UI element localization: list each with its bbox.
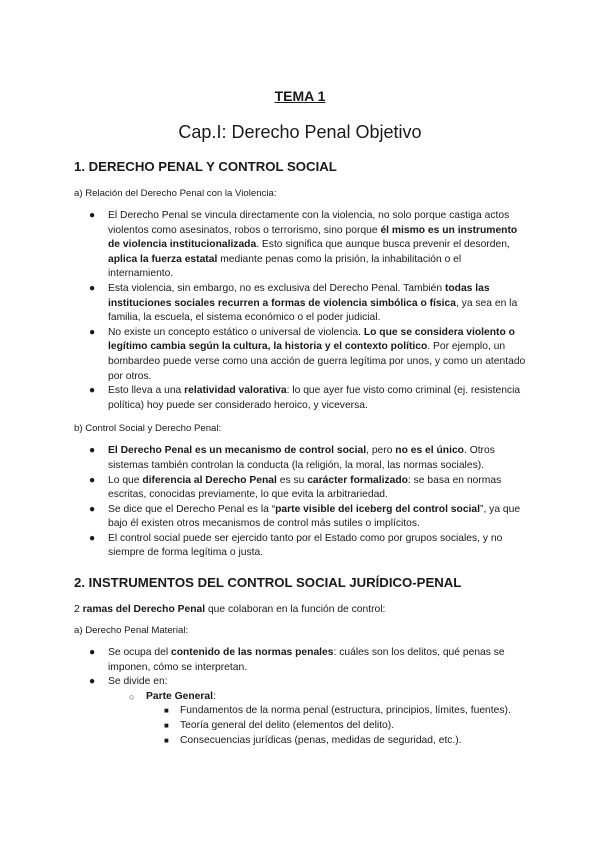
bullet-icon: ●	[89, 474, 96, 486]
section-2-intro: 2 ramas del Derecho Penal que colaboran en la función de control:	[74, 604, 386, 616]
bullet-icon: ●	[89, 503, 96, 515]
section-2-heading: 2. INSTRUMENTOS DEL CONTROL SOCIAL JURÍDICO-PENAL	[74, 575, 462, 591]
document-title: TEMA 1	[274, 88, 326, 104]
list-item: ● El Derecho Penal se vincula directamente con la violencia, no solo porque castiga actos violentos como asesinatos, robos o terrorismo, sino porque él mismo es un instrumento de violencia institucionalizada. Esto significa que aunque busca prevenir el desorden, aplica la fuerza estatal mediante penas como la prisión, la inhabilitación o el internamiento.	[89, 210, 518, 280]
bullet-icon: ●	[89, 445, 96, 457]
list-item: ■ Consecuencias jurídicas (penas, medidas de seguridad, etc.).	[74, 734, 526, 749]
subsection-b-label: b) Control Social y Derecho Penal:	[74, 423, 222, 435]
section-1-heading: 1. DERECHO PENAL Y CONTROL SOCIAL	[74, 159, 337, 174]
list-item: ● Lo que diferencia al Derecho Penal es su carácter formalizado: se basa en normas escritas, conocidas previamente, lo que evita la arbitrariedad.	[89, 474, 502, 501]
subsection-a-label: a) Relación del Derecho Penal con la Violencia:	[74, 188, 277, 199]
bullet-icon: ●	[89, 532, 96, 544]
list-item: ● El Derecho Penal es un mecanismo de control social, pero no es el único. Otros sistemas también controlan la conducta (la religión, la moral, las normas sociales).	[89, 445, 495, 471]
bullet-icon: ●	[89, 326, 96, 338]
violence-bullet-list	[74, 209, 526, 413]
list-item: ■ Fundamentos de la norma penal (estructura, principios, límites, fuentes).	[74, 704, 526, 719]
control-social-bullet-list	[74, 444, 526, 561]
square-bullet-icon: ■	[164, 706, 169, 716]
material-bullet-list	[74, 646, 526, 748]
subsection-material-label: a) Derecho Penal Material:	[74, 625, 189, 637]
list-item: ● Se divide en:	[74, 675, 526, 690]
circle-bullet-icon: ○	[129, 691, 135, 702]
list-item-parte-general: ○ Parte General:	[74, 690, 526, 705]
bullet-icon: ●	[89, 385, 96, 397]
bullet-icon: ●	[89, 282, 96, 294]
list-item: ● El control social puede ser ejercido tanto por el Estado como por grupos sociales, y no siempre de forma legítima o justa.	[89, 532, 503, 559]
list-item: ■ Teoría general del delito (elementos del delito).	[74, 719, 526, 734]
bullet-icon: ●	[89, 647, 96, 659]
list-item: ● Esta violencia, sin embargo, no es exclusiva del Derecho Penal. También todas las instituciones sociales recurren a formas de violencia simbólica o física, ya sea en la familia, la escuela, el sistema económico o el poder judicial.	[89, 282, 518, 324]
bullet-icon: ●	[89, 210, 96, 221]
square-bullet-icon: ■	[164, 721, 169, 731]
list-item: ● Se ocupa del contenido de las normas penales: cuáles son los delitos, qué penas se imponen, cómo se interpretan.	[89, 647, 505, 673]
list-item: ● No existe un concepto estático o universal de violencia. Lo que se considera violento o legítimo cambia según la cultura, la historia y el contexto político. Por ejemplo, un bombardeo puede verse como una acción de guerra legítima por unos, y como un atentado por otros.	[89, 326, 526, 382]
bullet-icon: ●	[89, 676, 96, 688]
list-item: ● Se dice que el Derecho Penal es la “parte visible del iceberg del control social”, ya que bajo él existen otros mecanismos de control más sutiles o implícitos.	[89, 503, 521, 530]
square-bullet-icon: ■	[164, 735, 169, 745]
list-item: ● Esto lleva a una relatividad valorativa: lo que ayer fue visto como criminal (ej. resistencia política) hoy puede ser considerado heroico, y viceversa.	[89, 385, 521, 411]
chapter-title: Cap.I: Derecho Penal Objetivo	[178, 122, 422, 142]
